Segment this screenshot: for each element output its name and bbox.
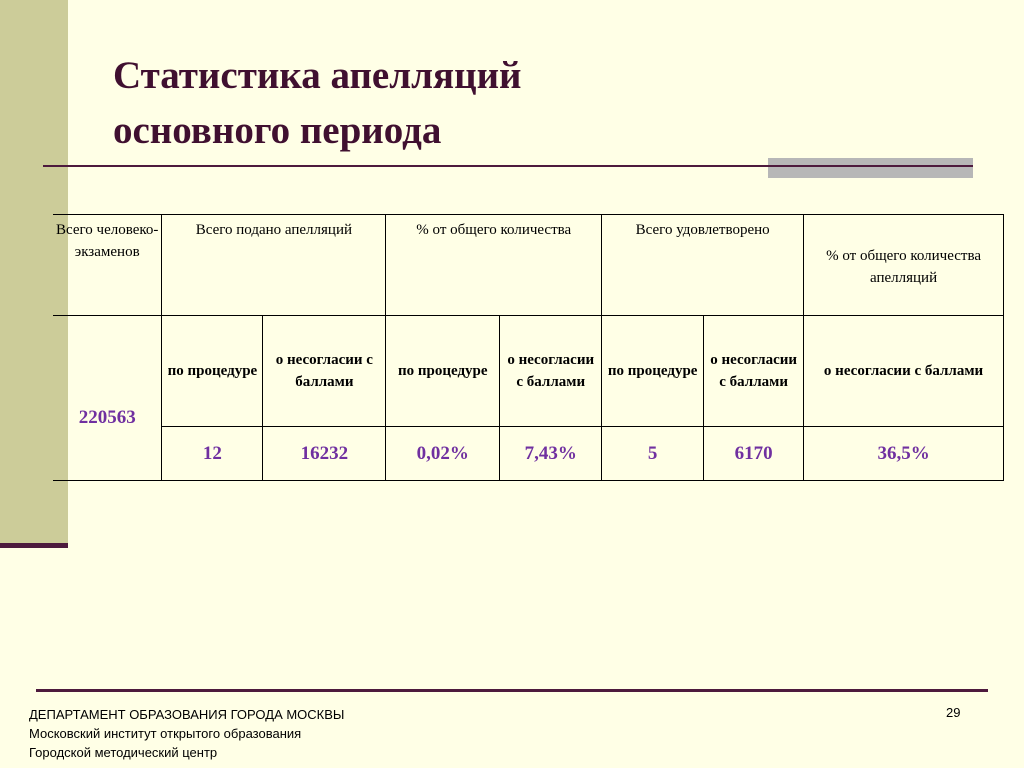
header-total-filed: Всего подано апелляций bbox=[162, 215, 386, 316]
title-divider-block bbox=[768, 158, 973, 178]
subheader-pct-appeals-scores: о несогласии с баллами bbox=[804, 316, 1004, 427]
table-header-row bbox=[53, 215, 1004, 316]
value-pct-procedure: 0,02% bbox=[386, 427, 500, 481]
subheader-filed-procedure: по процедуре bbox=[162, 316, 263, 427]
subheader-pct-procedure: по процедуре bbox=[386, 316, 500, 427]
subheader-satisfied-scores: о несогласии с баллами bbox=[704, 316, 804, 427]
footer-department: ДЕПАРТАМЕНТ ОБРАЗОВАНИЯ ГОРОДА МОСКВЫ bbox=[29, 707, 345, 722]
footer bbox=[29, 705, 344, 762]
value-pct-appeals-scores: 36,5% bbox=[804, 427, 1004, 481]
subheader-satisfied-procedure: по процедуре bbox=[602, 316, 704, 427]
header-pct-appeals: % от общего количества апелляций bbox=[804, 215, 1004, 316]
title-line-2: основного периода bbox=[113, 109, 442, 152]
page-number: 29 bbox=[946, 705, 961, 720]
footer-institute: Московский институт открытого образования bbox=[29, 726, 302, 741]
appeals-statistics-table bbox=[53, 214, 1004, 481]
value-pct-scores: 7,43% bbox=[500, 427, 602, 481]
total-exams-value: 220563 bbox=[53, 316, 162, 481]
left-accent-line bbox=[0, 543, 68, 548]
subheader-filed-scores: о несогласии с баллами bbox=[263, 316, 386, 427]
footer-divider bbox=[36, 689, 988, 692]
value-satisfied-scores: 6170 bbox=[704, 427, 804, 481]
value-satisfied-procedure: 5 bbox=[602, 427, 704, 481]
slide-title bbox=[113, 48, 713, 158]
header-pct-total: % от общего количества bbox=[386, 215, 602, 316]
footer-center: Городской методический центр bbox=[29, 745, 218, 760]
value-filed-procedure: 12 bbox=[162, 427, 263, 481]
header-total-satisfied: Всего удовлетворено bbox=[602, 215, 804, 316]
title-line-1: Статистика апелляций bbox=[113, 54, 522, 97]
value-filed-scores: 16232 bbox=[263, 427, 386, 481]
header-total-exams: Всего человеко-экзаменов bbox=[53, 215, 162, 316]
subheader-pct-scores: о несогласии с баллами bbox=[500, 316, 602, 427]
table-subheader-row bbox=[53, 316, 1004, 427]
table-values-row bbox=[53, 427, 1004, 481]
